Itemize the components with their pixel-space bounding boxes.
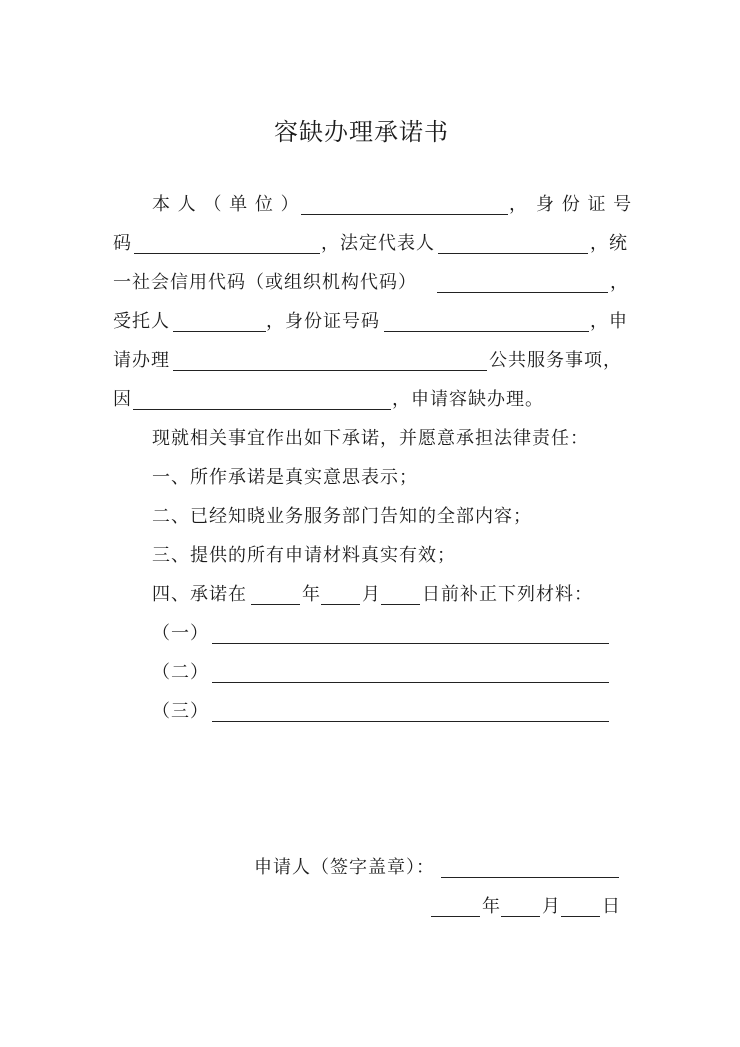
page-title: 容缺办理承诺书 <box>274 118 449 146</box>
sub-item-2-label: （二） <box>152 662 209 683</box>
commit-item-3: 三、提供的所有申请材料真实有效； <box>152 545 456 566</box>
commit-item-2: 二、已经知晓业务服务部门告知的全部内容； <box>152 506 532 527</box>
text-because: 因 <box>113 389 132 410</box>
field-id-number[interactable] <box>134 253 320 254</box>
text-apply-tolerance: ，申请容缺办理。 <box>392 389 544 410</box>
text-sign-year: 年 <box>482 896 501 917</box>
field-credit-code[interactable] <box>437 292 608 293</box>
text-public-service: 公共服务事项， <box>489 350 622 371</box>
field-service-item[interactable] <box>173 370 487 371</box>
field-reason[interactable] <box>133 409 391 410</box>
sub-item-1-label: （一） <box>152 623 209 644</box>
field-material-3[interactable] <box>212 721 609 722</box>
text-id-number-label: 身 份 证 号 <box>536 194 633 215</box>
commit-intro: 现就相关事宜作出如下承诺，并愿意承担法律责任： <box>152 428 589 449</box>
field-material-2[interactable] <box>212 682 609 683</box>
text-year: 年 <box>302 584 321 605</box>
sub-item-3-label: （三） <box>152 701 209 722</box>
field-trustee-id[interactable] <box>384 331 589 332</box>
text-credit-code-label: 一社会信用代码（或组织机构代码） <box>113 272 417 293</box>
field-signature[interactable] <box>441 877 619 878</box>
commit-item-1: 一、所作承诺是真实意思表示； <box>152 467 418 488</box>
text-handle-label: 请办理 <box>113 350 170 371</box>
field-trustee[interactable] <box>173 331 266 332</box>
field-unit-name[interactable] <box>301 214 508 215</box>
field-commit-month[interactable] <box>321 604 360 605</box>
text-day-materials: 日前补正下列材料： <box>422 584 593 605</box>
field-commit-day[interactable] <box>381 604 420 605</box>
field-commit-year[interactable] <box>251 604 300 605</box>
text-legal-rep-label: ，法定代表人 <box>321 233 435 254</box>
field-legal-rep[interactable] <box>438 253 588 254</box>
text-sign-month: 月 <box>542 896 561 917</box>
text-trustee-id-label: ，身份证号码 <box>266 311 380 332</box>
commit-item-4-label: 四、承诺在 <box>152 584 247 605</box>
text-comma: ， <box>610 272 629 293</box>
text-self-unit: 本 人 （ 单 位 ） <box>152 194 300 215</box>
field-sign-month[interactable] <box>501 916 540 917</box>
text-unified: ，统 <box>590 233 628 254</box>
text-apply: ，申 <box>590 311 628 332</box>
text-code: 码 <box>113 233 132 254</box>
field-sign-year[interactable] <box>431 916 480 917</box>
field-material-1[interactable] <box>212 643 609 644</box>
text-sign-day: 日 <box>602 896 621 917</box>
text-trustee-label: 受托人 <box>113 311 170 332</box>
signature-label: 申请人（签字盖章）： <box>254 857 435 878</box>
field-sign-day[interactable] <box>561 916 600 917</box>
text-comma: ， <box>509 194 528 215</box>
text-month: 月 <box>362 584 381 605</box>
